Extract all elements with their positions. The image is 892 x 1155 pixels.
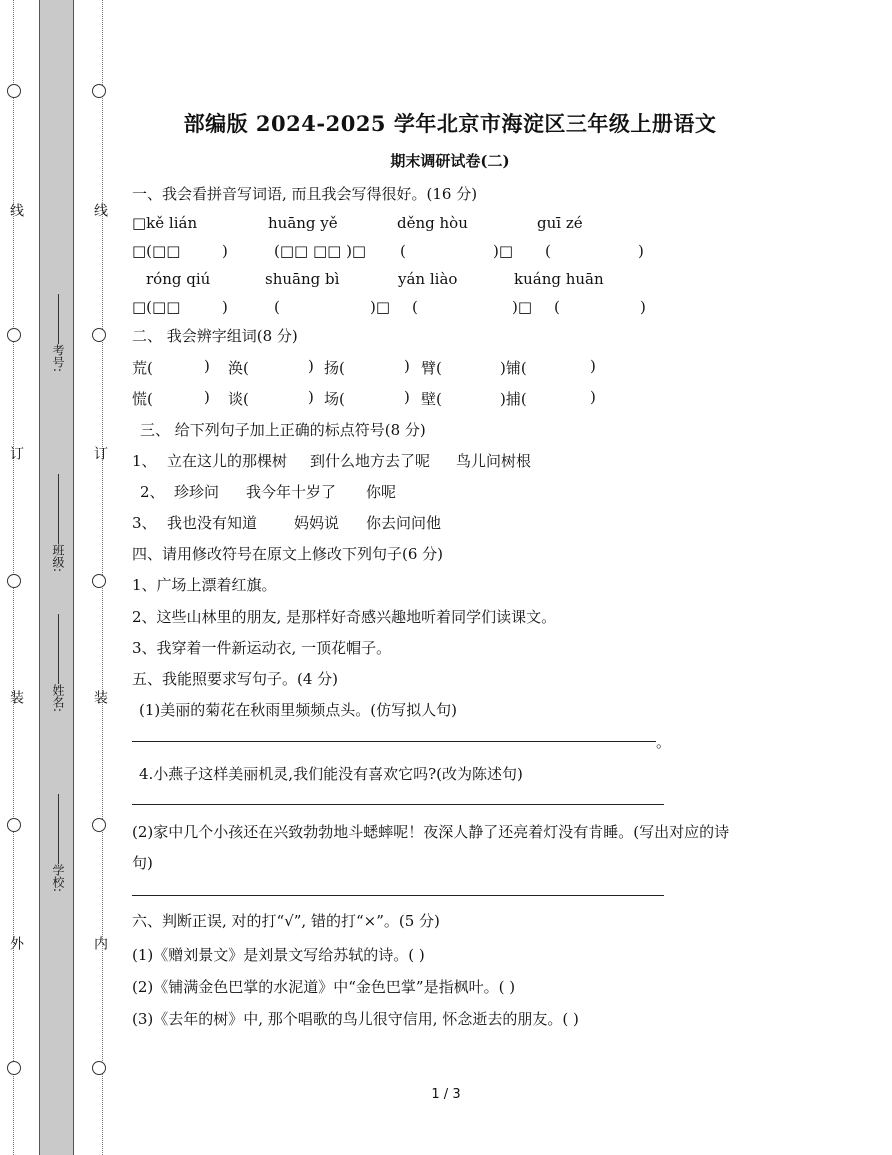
pinyin: □kě lián [132, 214, 198, 232]
revision-item: 2、这些山林里的朋友, 是那样好奇感兴趣地听着同学们读课文。 [132, 608, 557, 626]
binding-strip [39, 0, 74, 1155]
section-4-heading: 四、请用修改符号在原文上修改下列句子(6 分) [132, 545, 444, 563]
word-char: 壁( [421, 390, 442, 408]
word-char: 涣( [228, 359, 249, 377]
answer-blank[interactable]: ( [554, 298, 560, 316]
answer-blank: )□ [493, 242, 514, 260]
section-2-heading: 二、 我会辨字组词(8 分) [132, 327, 298, 345]
pinyin: yán liào [398, 270, 458, 288]
punch-hole-icon [92, 328, 106, 342]
punch-hole-icon [92, 574, 106, 588]
word-char: )捕( [500, 390, 527, 408]
section-5-heading: 五、我能照要求写句子。(4 分) [132, 670, 339, 688]
sentence-fragment: 鸟儿问树根 [456, 452, 532, 470]
binding-inner-char: 内 [92, 936, 108, 950]
word-char: 臂( [421, 359, 442, 377]
answer-blank[interactable]: ( [412, 298, 418, 316]
binding-outer-char: 订 [8, 446, 24, 460]
section-6-heading: 六、判断正误, 对的打“√”, 错的打“×”。(5 分) [132, 912, 440, 930]
word-char: 场( [324, 390, 345, 408]
revision-item: 3、我穿着一件新运动衣, 一顶花帽子。 [132, 639, 392, 657]
sentence-fragment: 我也没有知道 [167, 514, 258, 532]
word-char: ) [404, 357, 410, 375]
word-char: ) [404, 388, 410, 406]
sentence-fragment: 我今年十岁了 [246, 483, 337, 501]
sentence-fragment: 你呢 [366, 483, 397, 501]
judgement-item: (1)《赠刘景文》是刘景文写给苏轼的诗。( ) [132, 946, 425, 964]
sentence-fragment: 珍珍问 [174, 483, 220, 501]
exam-number-field: 考号: [50, 290, 67, 372]
answer-blank: ) [222, 298, 228, 316]
class-field: 班级: [50, 470, 67, 572]
answer-line[interactable] [132, 741, 656, 742]
answer-blank: )□ [370, 298, 391, 316]
sentence-fragment: 立在这儿的那棵树 [167, 452, 288, 470]
revision-item: 1、广场上漂着红旗。 [132, 576, 277, 594]
question-text: (1)美丽的菊花在秋雨里频频点头。(仿写拟人句) [139, 701, 457, 719]
answer-blank[interactable]: (□□ □□ )□ [274, 242, 367, 260]
punch-hole-icon [7, 84, 21, 98]
answer-blank[interactable]: ( [274, 298, 280, 316]
question-text: (2)家中几个小孩还在兴致勃勃地斗蟋蟀呢！夜深人静了还亮着灯没有肯睡。(写出对应的诗 [132, 823, 730, 841]
punch-hole-icon [7, 818, 21, 832]
binding-outer-char: 外 [8, 936, 24, 950]
binding-inner-char: 订 [92, 446, 108, 460]
word-char: 扬( [324, 359, 345, 377]
sentence-fragment: 妈妈说 [294, 514, 340, 532]
word-char: ) [204, 357, 210, 375]
answer-blank[interactable]: □(□□ [132, 298, 181, 316]
punch-hole-icon [7, 328, 21, 342]
answer-line[interactable] [132, 804, 664, 805]
item-number: 2、 [140, 483, 165, 501]
answer-blank[interactable]: ( [545, 242, 551, 260]
answer-blank: ) [640, 298, 646, 316]
binding-outer-char: 装 [8, 690, 24, 704]
question-text: 4.小燕子这样美丽机灵,我们能没有喜欢它吗?(改为陈述句) [139, 765, 523, 783]
word-char: 谈( [228, 390, 249, 408]
question-text: 句) [132, 854, 153, 872]
word-char: )铺( [500, 359, 527, 377]
pinyin: guī zé [537, 214, 583, 232]
punch-hole-icon [92, 84, 106, 98]
word-char: ) [204, 388, 210, 406]
pinyin: shuāng bì [265, 270, 340, 288]
question-text: 。 [656, 733, 672, 751]
word-char: ) [590, 388, 596, 406]
answer-blank: ) [638, 242, 644, 260]
punch-hole-icon [7, 1061, 21, 1075]
page-title: 部编版 2024-2025 学年北京市海淀区三年级上册语文 [183, 111, 717, 136]
item-number: 1、 [132, 452, 157, 470]
word-char: ) [590, 357, 596, 375]
school-field: 学校: [50, 790, 67, 892]
answer-blank[interactable]: ( [400, 242, 406, 260]
judgement-item: (2)《铺满金色巴掌的水泥道》中“金色巴掌”是指枫叶。( ) [132, 978, 516, 996]
answer-blank: ) [222, 242, 228, 260]
word-char: ) [308, 388, 314, 406]
binding-inner-char: 线 [92, 203, 108, 217]
word-char: 慌( [132, 390, 153, 408]
binding-inner-char: 装 [92, 690, 108, 704]
binding-outer-char: 线 [8, 203, 24, 217]
pinyin: huāng yě [268, 214, 338, 232]
punch-hole-icon [7, 574, 21, 588]
pinyin: róng qiú [146, 270, 211, 288]
answer-line[interactable] [132, 895, 664, 896]
item-number: 3、 [132, 514, 157, 532]
page-subtitle: 期末调研试卷(二) [390, 152, 510, 170]
sentence-fragment: 你去问问他 [366, 514, 442, 532]
page-number: 1 / 3 [431, 1087, 461, 1102]
section-3-heading: 三、 给下列句子加上正确的标点符号(8 分) [140, 421, 426, 439]
pinyin: kuáng huān [514, 270, 604, 288]
pinyin: děng hòu [397, 214, 468, 232]
word-char: 荒( [132, 359, 153, 377]
name-field: 姓名: [50, 610, 67, 712]
punch-hole-icon [92, 1061, 106, 1075]
section-1-heading: 一、我会看拼音写词语, 而且我会写得很好。(16 分) [132, 185, 478, 203]
judgement-item: (3)《去年的树》中, 那个唱歌的鸟儿很守信用, 怀念逝去的朋友。( ) [132, 1010, 579, 1028]
word-char: ) [308, 357, 314, 375]
punch-hole-icon [92, 818, 106, 832]
sentence-fragment: 到什么地方去了呢 [310, 452, 431, 470]
answer-blank[interactable]: □(□□ [132, 242, 181, 260]
answer-blank: )□ [512, 298, 533, 316]
